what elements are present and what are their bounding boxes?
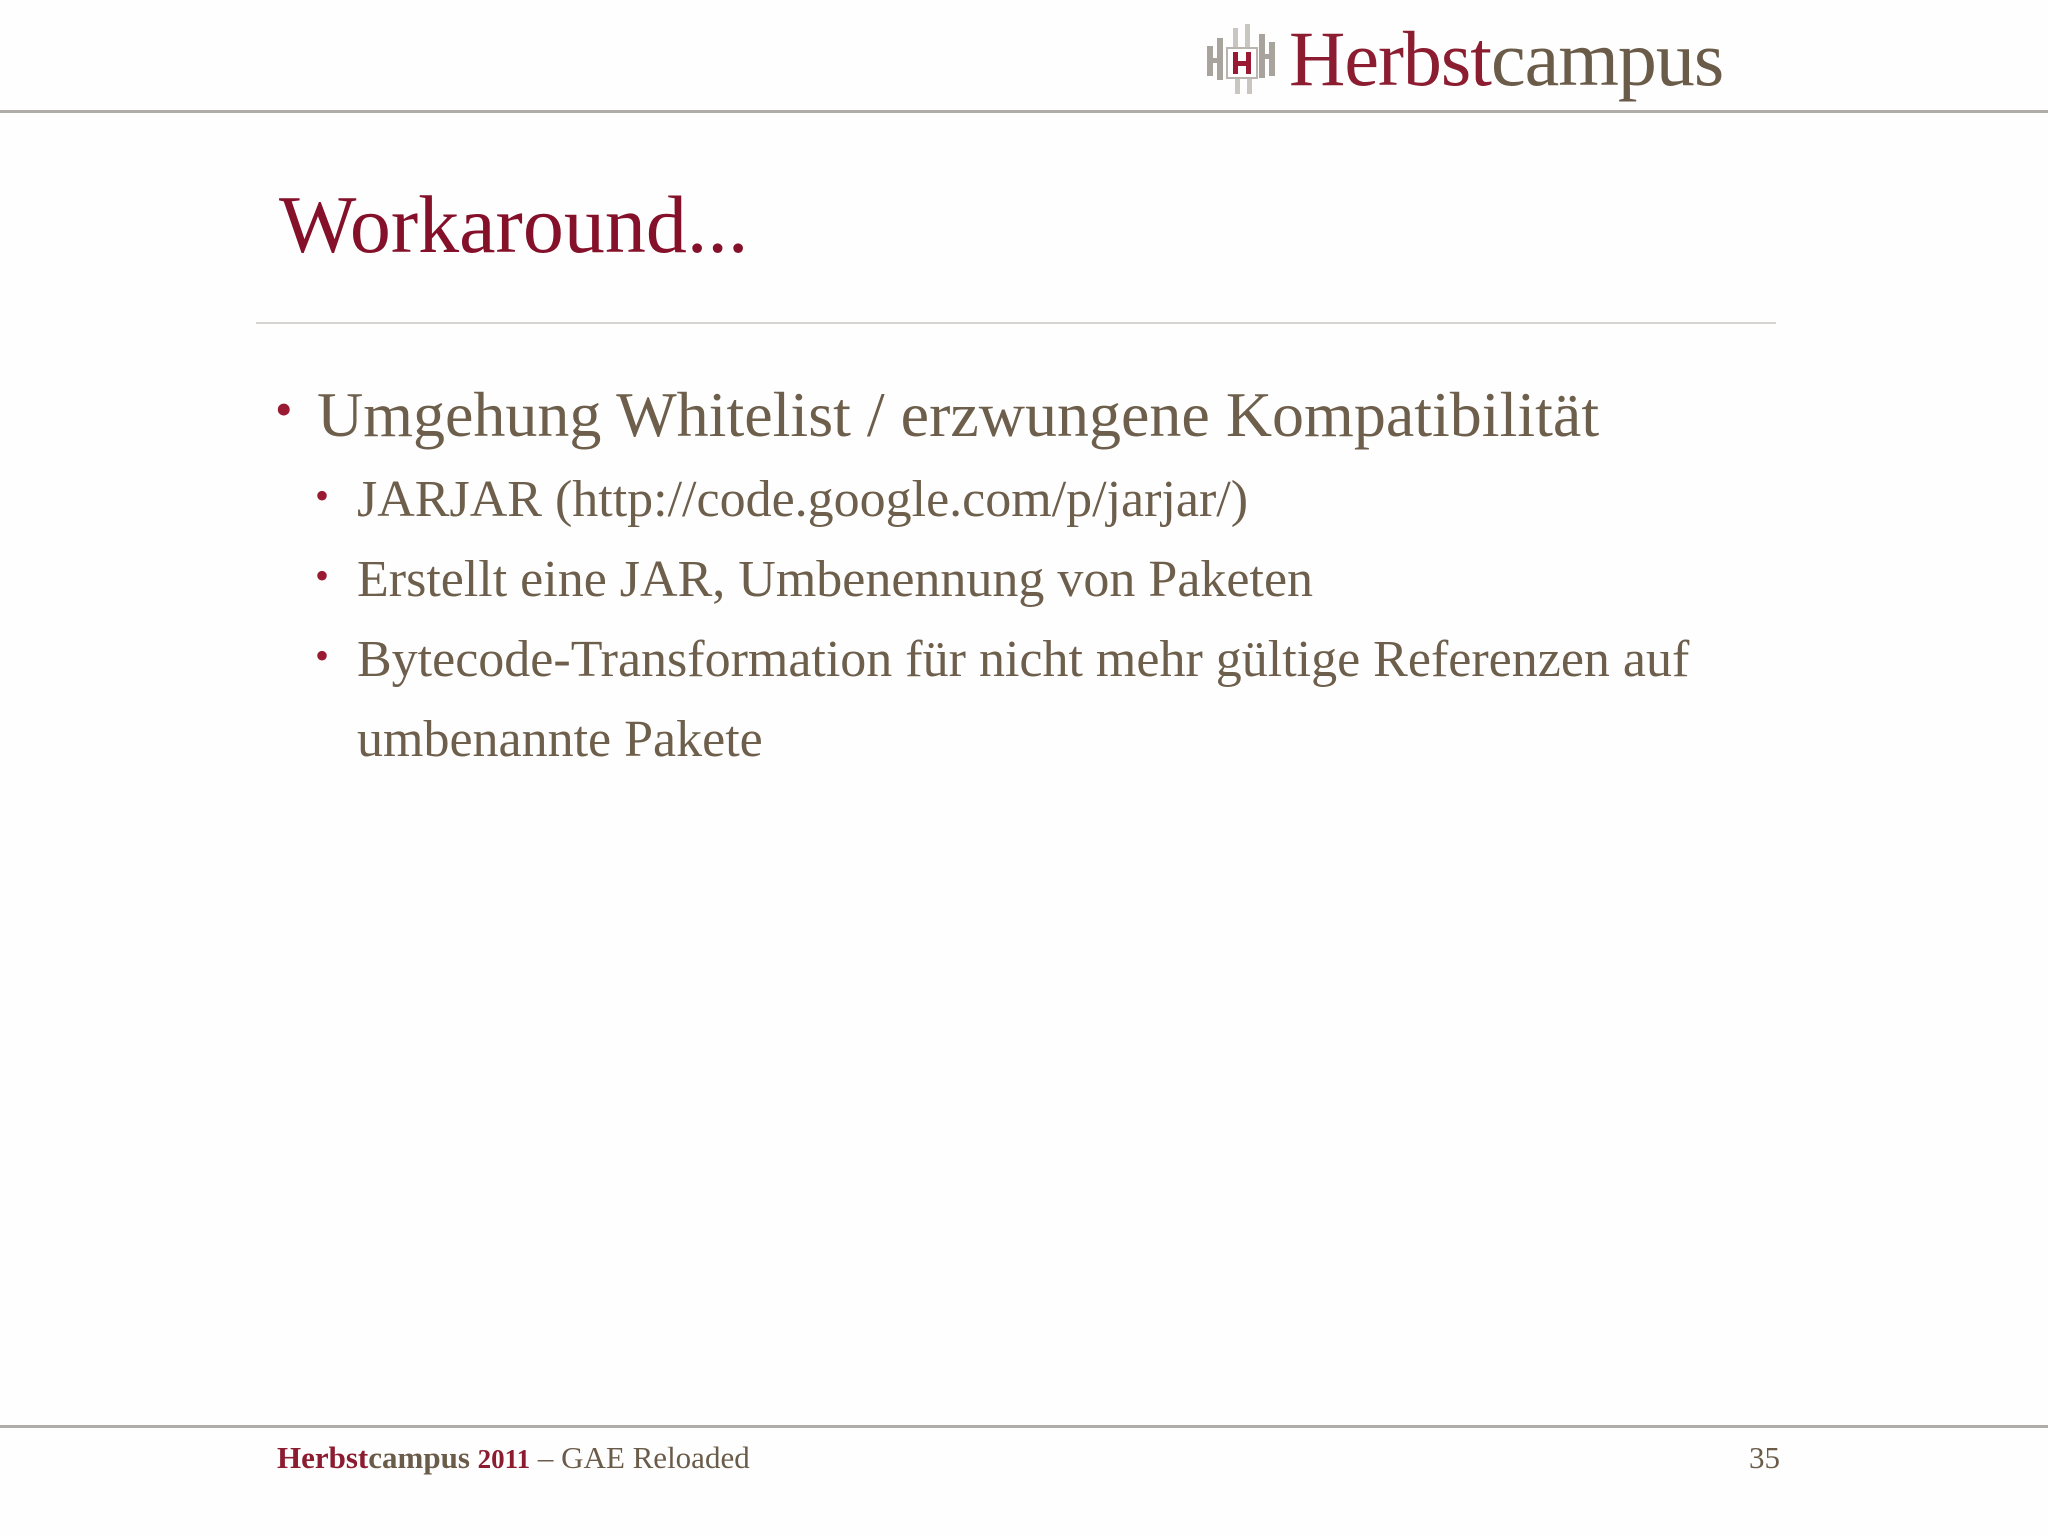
logo-text-herbst: Herbst <box>1289 15 1491 102</box>
footer-brand-herbst: Herbst <box>277 1440 369 1475</box>
bullet-dot-icon: • <box>315 633 330 678</box>
footer-separator: – <box>537 1440 554 1475</box>
logo-wordmark <box>1289 14 1723 104</box>
bullet-dot-icon: • <box>315 553 330 598</box>
bullet-text: Umgehung Whitelist / erzwungene Kompatibilität <box>317 379 1600 450</box>
title-divider <box>256 322 1776 324</box>
sub-bullet-text: Bytecode-Transformation für nicht mehr gültige Referenzen auf umbenannte Pakete <box>357 631 1690 768</box>
sub-bullet-text: JARJAR (http://code.google.com/p/jarjar/) <box>357 471 1249 528</box>
page-number: 35 <box>1749 1440 1780 1475</box>
herbstcampus-logo <box>1205 14 1723 104</box>
footer-talk-title: GAE Reloaded <box>561 1440 750 1475</box>
herbstcampus-logo-icon <box>1205 20 1283 98</box>
sub-bullet-text: Erstellt eine JAR, Umbenennung von Paketen <box>357 551 1314 608</box>
footer-brand-campus: campus <box>368 1440 470 1475</box>
slide-title: Workaround... <box>279 179 749 270</box>
bullet-dot-icon: • <box>275 381 293 437</box>
footer-divider <box>0 1425 2048 1428</box>
header-divider <box>0 110 2048 113</box>
logo-text-campus: campus <box>1490 15 1724 102</box>
footer-year: 2011 <box>477 1444 531 1474</box>
footer-caption <box>277 1438 750 1479</box>
bullet-dot-icon: • <box>315 473 330 518</box>
